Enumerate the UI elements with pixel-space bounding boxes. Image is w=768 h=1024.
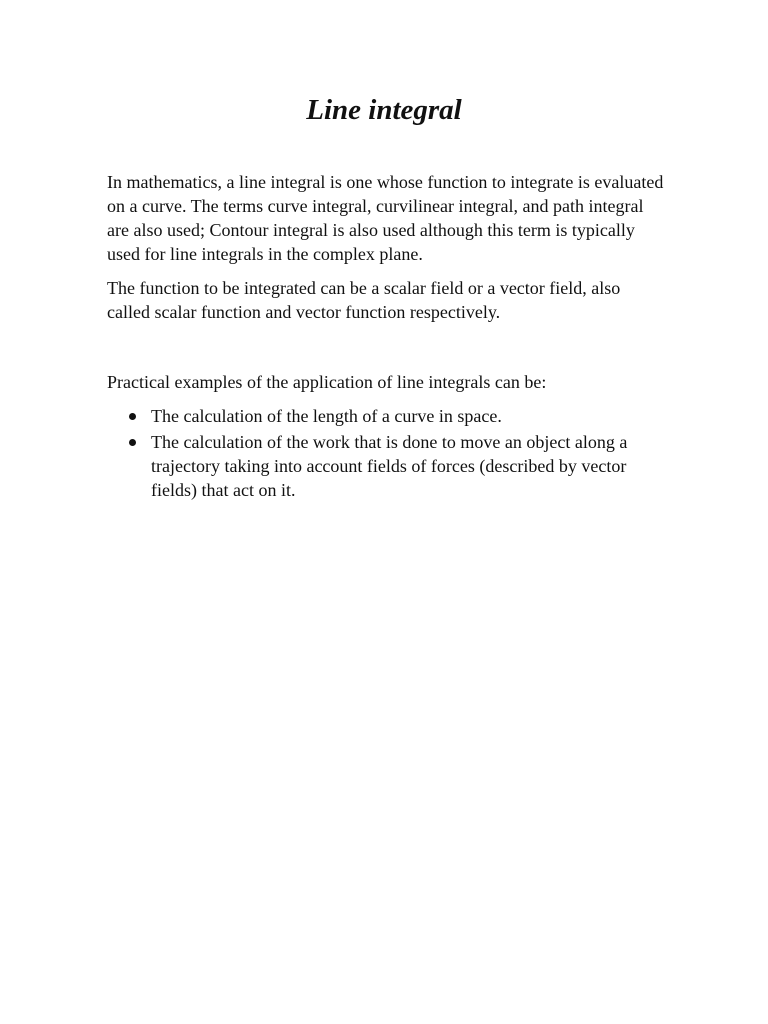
examples-intro-paragraph: Practical examples of the application of line integrals can be: <box>107 372 547 392</box>
list-item <box>107 404 667 428</box>
list-item-text: The calculation of the work that is done to move an object along a trajectory taking into account fields of forces (described by vector fields) that act on it. <box>151 432 628 500</box>
intro-paragraph: In mathematics, a line integral is one whose function to integrate is evaluated on a curve. The terms curve integral, curvilinear integral, and path integral are also used; Contour integral is also used although this term is typically used for line integrals in the complex plane. <box>107 172 664 264</box>
examples-list <box>107 404 667 504</box>
bullet-icon <box>129 413 136 420</box>
function-paragraph: The function to be integrated can be a scalar field or a vector field, also called scalar function and vector function respectively. <box>107 278 621 322</box>
list-item-text: The calculation of the length of a curve in space. <box>151 406 502 426</box>
bullet-icon <box>129 439 136 446</box>
page-title: Line integral <box>306 94 462 126</box>
list-item <box>107 430 667 502</box>
